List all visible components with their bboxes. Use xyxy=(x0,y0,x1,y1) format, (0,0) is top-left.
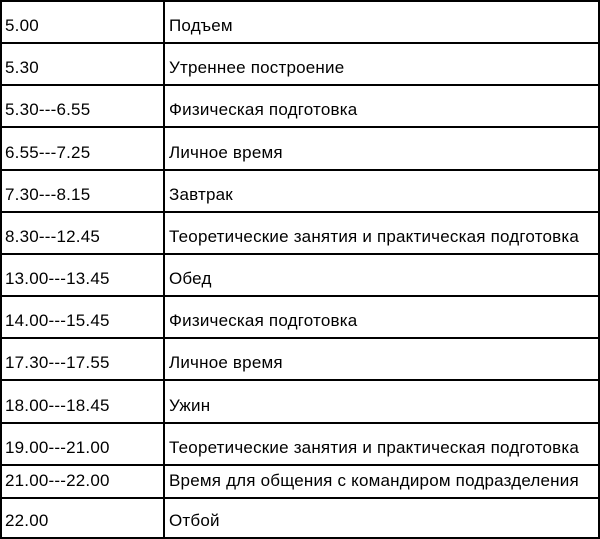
time-cell: 6.55---7.25 xyxy=(2,128,165,168)
table-row xyxy=(2,466,598,499)
activity-cell: Обед xyxy=(169,269,212,289)
table-row xyxy=(2,171,598,213)
time-cell: 7.30---8.15 xyxy=(2,171,165,211)
time-cell: 17.30---17.55 xyxy=(2,339,165,379)
time-cell: 21.00---22.00 xyxy=(2,466,165,497)
table-row xyxy=(2,213,598,255)
activity-cell: Личное время xyxy=(169,142,283,162)
time-cell: 8.30---12.45 xyxy=(2,213,165,253)
time-cell: 5.30---6.55 xyxy=(2,86,165,126)
time-cell: 18.00---18.45 xyxy=(2,381,165,421)
time-cell: 14.00---15.45 xyxy=(2,297,165,337)
activity-cell: Отбой xyxy=(169,510,220,530)
time-cell: 5.30 xyxy=(2,44,165,84)
table-row xyxy=(2,339,598,381)
activity-cell: Завтрак xyxy=(169,184,233,204)
time-cell: 13.00---13.45 xyxy=(2,255,165,295)
activity-cell: Личное время xyxy=(169,353,283,373)
table-row xyxy=(2,255,598,297)
activity-cell: Теоретические занятия и практическая подготовка xyxy=(169,226,580,246)
table-row xyxy=(2,128,598,170)
time-cell: 22.00 xyxy=(2,499,165,537)
time-cell: 5.00 xyxy=(2,2,165,42)
time-cell: 19.00---21.00 xyxy=(2,424,165,464)
table-row xyxy=(2,381,598,423)
table-row xyxy=(2,44,598,86)
activity-cell: Время для общения с командиром подразделения xyxy=(169,471,579,491)
activity-cell: Физическая подготовка xyxy=(169,100,358,120)
activity-cell: Теоретические занятия и практическая подготовка xyxy=(169,437,580,457)
table-row xyxy=(2,2,598,44)
activity-cell: Физическая подготовка xyxy=(169,311,358,331)
table-row xyxy=(2,86,598,128)
table-row xyxy=(2,424,598,466)
activity-cell: Ужин xyxy=(169,395,211,415)
activity-cell: Утреннее построение xyxy=(169,58,345,78)
activity-cell: Подъем xyxy=(169,16,233,36)
table-row xyxy=(2,297,598,339)
table-row xyxy=(2,499,598,537)
